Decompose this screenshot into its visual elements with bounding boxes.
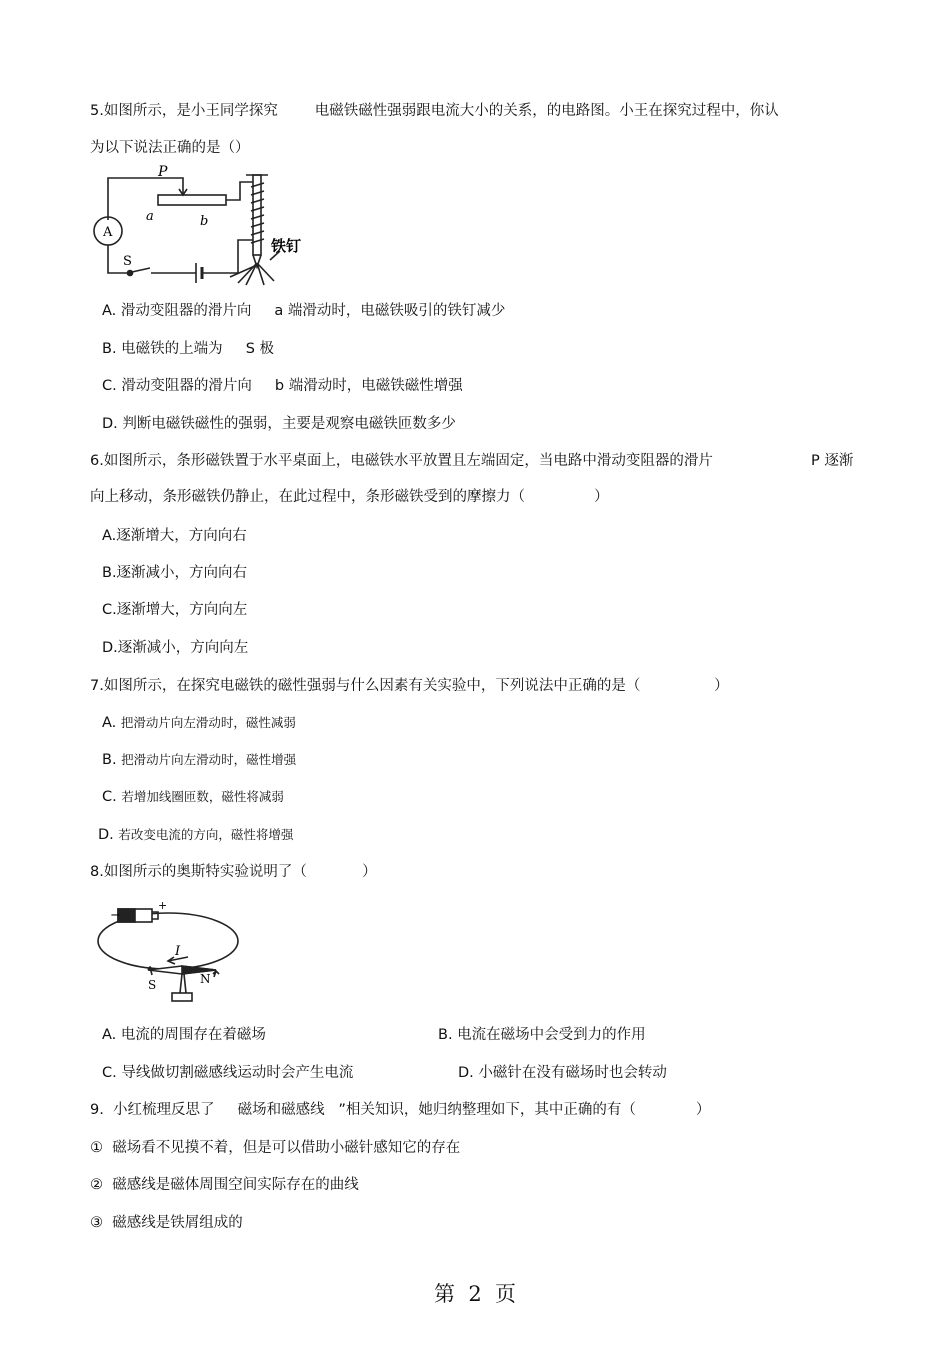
q5-label-a: a — [146, 209, 154, 224]
q8-label-S: S — [148, 978, 157, 992]
q8-stem: 8.如图所示的奥斯特实验说明了（ ） — [90, 864, 377, 880]
q5-option-A: A. 滑动变阻器的滑片向 a 端滑动时，电磁铁吸引的铁钉减少 — [102, 303, 506, 319]
q5-label-S: S — [123, 254, 132, 269]
q9-item-1: ① 磁场看不见摸不着，但是可以借助小磁针感知它的存在 — [90, 1140, 461, 1156]
q6-stem-line1-end: P 逐渐 — [811, 453, 854, 469]
q5-label-b: b — [200, 214, 209, 229]
q9-stem: 9. 小红梳理反思了 磁场和磁感线 ”相关知识，她归纳整理如下，其中正确的有（ ） — [90, 1102, 711, 1118]
q6-option-C: C.逐渐增大，方向向左 — [102, 602, 248, 618]
q8-option-D: D. 小磁针在没有磁场时也会转动 — [458, 1065, 667, 1081]
page-number: 第 2 页 — [433, 1282, 517, 1306]
q5-label-nail: 铁钉 — [271, 237, 302, 255]
q5-stem-line1: 5.如图所示，是小王同学探究 电磁铁磁性强弱跟电流大小的关系，的电路图。小王在探究过程中，你认 — [90, 103, 779, 119]
q5-option-C: C. 滑动变阻器的滑片向 b 端滑动时，电磁铁磁性增强 — [102, 378, 463, 394]
q5-circuit-figure — [88, 165, 328, 290]
q8-label-minus: − — [110, 908, 121, 923]
q7-option-D: D. 若改变电流的方向，磁性将增强 — [98, 827, 294, 843]
q5-label-P: P — [158, 165, 168, 180]
q8-oersted-figure — [96, 897, 246, 1009]
q5-option-D: D. 判断电磁铁磁性的强弱，主要是观察电磁铁匝数多少 — [102, 416, 456, 432]
q6-option-D: D.逐渐减小，方向向左 — [102, 640, 249, 656]
q9-item-3: ③ 磁感线是铁屑组成的 — [90, 1215, 243, 1231]
q7-option-C: C. 若增加线圈匝数，磁性将减弱 — [102, 789, 284, 805]
q6-option-B: B.逐渐减小，方向向右 — [102, 565, 248, 581]
q8-label-N: N — [200, 972, 211, 986]
q8-option-A: A. 电流的周围存在着磁场 — [102, 1027, 266, 1043]
q5-stem-line2: 为以下说法正确的是（） — [90, 140, 250, 156]
q6-option-A: A.逐渐增大，方向向右 — [102, 528, 247, 544]
q8-option-B: B. 电流在磁场中会受到力的作用 — [438, 1027, 646, 1043]
q6-stem-line2: 向上移动，条形磁铁仍静止，在此过程中，条形磁铁受到的摩擦力（ ） — [90, 489, 609, 505]
q7-option-A: A. 把滑动片向左滑动时，磁性减弱 — [102, 715, 296, 731]
q5-label-A: A — [103, 225, 113, 240]
q8-label-I: I — [175, 944, 181, 959]
q5-option-B: B. 电磁铁的上端为 S 极 — [102, 341, 275, 357]
q6-stem-line1: 6.如图所示，条形磁铁置于水平桌面上，电磁铁水平放置且左端固定，当电路中滑动变阻器的滑片 — [90, 453, 713, 469]
q7-stem: 7.如图所示，在探究电磁铁的磁性强弱与什么因素有关实验中，下列说法中正确的是（ ） — [90, 678, 729, 694]
q7-option-B: B. 把滑动片向左滑动时，磁性增强 — [102, 752, 297, 768]
q9-item-2: ② 磁感线是磁体周围空间实际存在的曲线 — [90, 1177, 359, 1193]
q8-label-plus: + — [158, 899, 168, 912]
q8-option-C: C. 导线做切割磁感线运动时会产生电流 — [102, 1065, 354, 1081]
